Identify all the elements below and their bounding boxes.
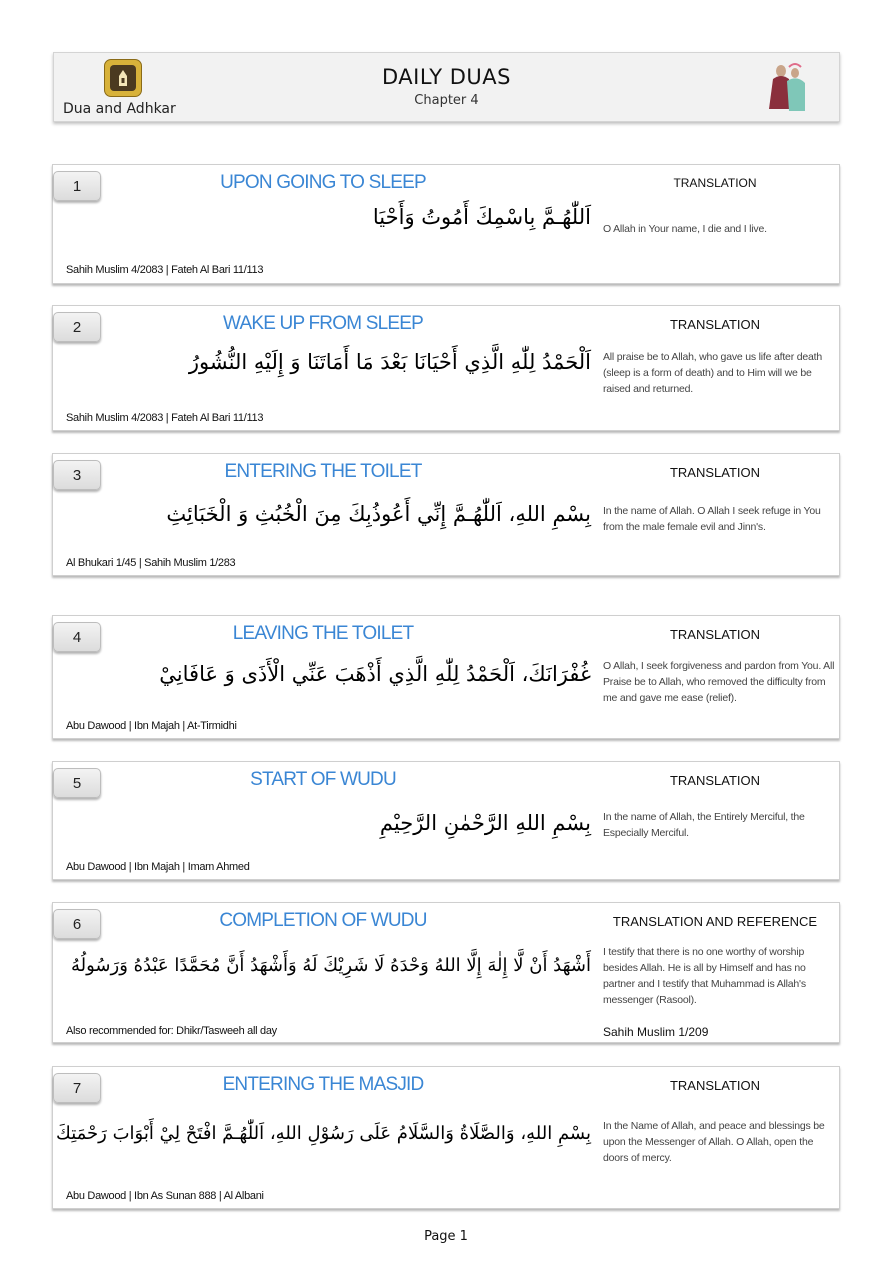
page-number: Page 1 xyxy=(424,1229,468,1244)
dua-arabic-text: بِسْمِ اللهِ، اَللّٰهُـمَّ إِنِّي أَعُوذُبِكَ مِنَ الْخُبُثِ وَ الْخَبَائِثِ xyxy=(166,502,591,526)
dua-reference: Abu Dawood | Ibn As Sunan 888 | Al Albani xyxy=(66,1190,264,1202)
dua-reference: Sahih Muslim 4/2083 | Fateh Al Bari 11/113 xyxy=(66,412,264,424)
dua-number-badge: 5 xyxy=(53,768,101,798)
dua-arabic-text: غُفْرَانَكَ، اَلْحَمْدُ لِلّٰهِ الَّذِي أَذْهَبَ عَنِّي الْأَذَى وَ عَافَانِيْ xyxy=(159,662,591,686)
dua-arabic-text: اَلْحَمْدُ لِلّٰهِ الَّذِي أَحْيَانَا بَعْدَ مَا أَمَاتَنَا وَ إِلَيْهِ النُّشُورُ xyxy=(188,350,591,374)
dua-card-5 xyxy=(52,761,840,880)
page-title: DAILY DUAS xyxy=(381,65,511,89)
dua-title: ENTERING THE TOILET xyxy=(224,461,422,482)
page-header xyxy=(53,52,840,122)
dua-arabic-text: بِسْمِ اللهِ، وَالصَّلَاةُ وَالسَّلَامُ عَلَى رَسُوْلِ اللهِ، اَللّٰهُـمَّ افْتَحْ لِيْ أَبْوَابَ رَحْمَتِكَ xyxy=(56,1123,591,1144)
translation-text: In the name of Allah. O Allah I seek refuge in You from the male female evil and Jinn's. xyxy=(603,505,821,533)
dua-reference: Abu Dawood | Ibn Majah | Imam Ahmed xyxy=(66,861,250,873)
dua-reference: Al Bhukari 1/45 | Sahih Muslim 1/283 xyxy=(66,557,236,569)
translation-heading: TRANSLATION AND REFERENCE xyxy=(612,914,818,929)
translation-text: O Allah, I seek forgiveness and pardon from You. All Praise be to Allah, who removed the difficulty from me and gave me ease (relief). xyxy=(603,660,835,704)
dua-title: UPON GOING TO SLEEP xyxy=(220,172,426,193)
dua-title: WAKE UP FROM SLEEP xyxy=(223,313,423,334)
dua-arabic-text: بِسْمِ اللهِ الرَّحْمٰنِ الرَّحِيْمِ xyxy=(379,811,591,835)
translation-heading: TRANSLATION xyxy=(669,627,761,642)
translation-heading: TRANSLATION xyxy=(669,773,761,788)
dua-card-2 xyxy=(52,305,840,431)
dua-card-3 xyxy=(52,453,840,576)
dua-number-badge: 4 xyxy=(53,622,101,652)
dua-arabic-text: أَشْهَدُ أَنْ لَّا إِلٰهَ إِلَّا اللهُ وَحْدَهُ لَا شَرِيْكَ لَهُ وَأَشْهَدُ أَنَّ مُحَمَّدًا عَبْدُهُ وَرَسُولُهُ xyxy=(70,955,591,976)
translation-heading: TRANSLATION xyxy=(669,465,761,480)
dua-card-6 xyxy=(52,902,840,1043)
dua-card-4 xyxy=(52,615,840,739)
dua-number-badge: 1 xyxy=(53,171,101,201)
dua-title: COMPLETION OF WUDU xyxy=(219,910,427,931)
translation-text: All praise be to Allah, who gave us life after death (sleep is a form of death) and to Him will we be raised and returned. xyxy=(603,351,822,395)
translation-text: In the name of Allah, the Entirely Merciful, the Especially Merciful. xyxy=(603,811,805,839)
dua-number-badge: 3 xyxy=(53,460,101,490)
translation-text: In the Name of Allah, and peace and blessings be upon the Messenger of Allah. O Allah, open the doors of mercy. xyxy=(603,1120,825,1164)
dua-reference: Abu Dawood | Ibn Majah | At-Tirmidhi xyxy=(66,720,237,732)
praying-figures-illustration xyxy=(759,59,811,115)
translation-text: O Allah in Your name, I die and I live. xyxy=(603,223,767,235)
translation-heading: TRANSLATION xyxy=(669,317,761,332)
dua-number-badge: 6 xyxy=(53,909,101,939)
translation-heading: TRANSLATION xyxy=(669,1078,761,1093)
translation-text: I testify that there is no one worthy of worship besides Allah. He is all by Himself and has no partner and I testify that Muhammad is Allah's messenger (Rasool). xyxy=(603,946,806,1006)
chapter-subtitle: Chapter 4 xyxy=(414,93,479,108)
translation-heading: TRANSLATION xyxy=(673,176,757,190)
dua-number-badge: 2 xyxy=(53,312,101,342)
dua-card-7 xyxy=(52,1066,840,1209)
translation-reference: Sahih Muslim 1/209 xyxy=(603,1025,709,1039)
dua-reference: Also recommended for: Dhikr/Tasweeh all day xyxy=(66,1025,277,1037)
dua-reference: Sahih Muslim 4/2083 | Fateh Al Bari 11/113 xyxy=(66,264,264,276)
dua-card-1 xyxy=(52,164,840,284)
app-name: Dua and Adhkar xyxy=(63,101,176,117)
dua-number-badge: 7 xyxy=(53,1073,101,1103)
dua-arabic-text: اَللّٰهُـمَّ بِاسْمِكَ أَمُوتُ وَأَحْيَا xyxy=(372,205,591,229)
dua-title: ENTERING THE MASJID xyxy=(222,1074,424,1095)
dua-title: START OF WUDU xyxy=(250,769,396,790)
dua-title: LEAVING THE TOILET xyxy=(232,623,414,644)
